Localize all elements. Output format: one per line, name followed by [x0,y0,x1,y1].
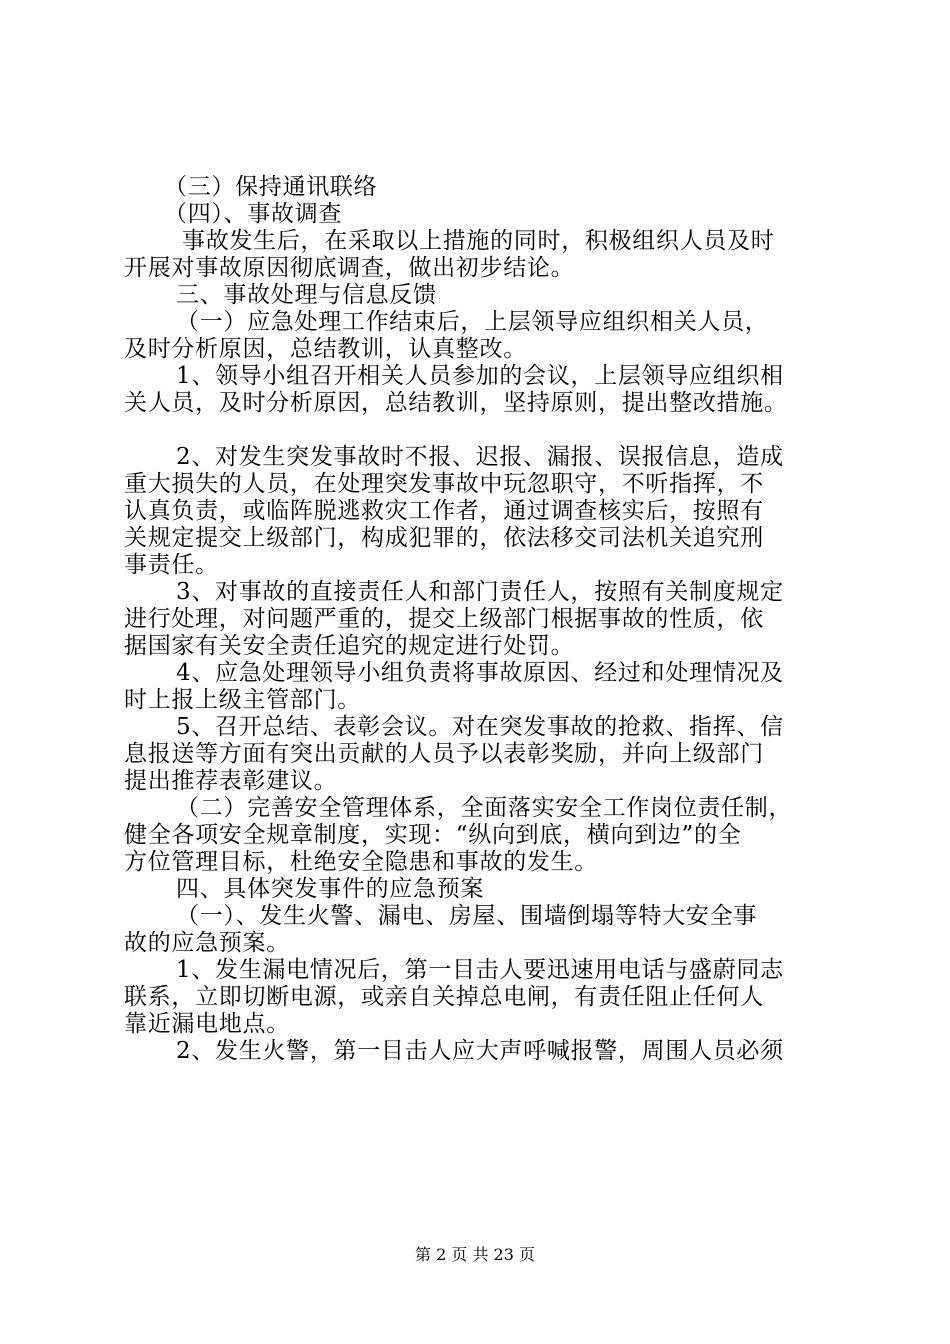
text-line: 联系，立即切断电源，或亲自关掉总电闸，有责任阻止任何人 [124,984,764,1010]
text-line: 健全各项安全规章制度，实现：“纵向到底，横向到边”的全 [124,822,742,848]
text-line: 5、召开总结、表彰会议。对在突发事故的抢救、指挥、信 [176,714,784,740]
text-line: 息报送等方面有突出贡献的人员予以表彰奖励，并向上级部门 [124,741,764,767]
text-line: 关人员，及时分析原因，总结教训，坚持原则，提出整改措施。 [124,390,788,416]
text-line: 靠近漏电地点。 [124,1011,290,1037]
text-line: 认真负责，或临阵脱逃救灾工作者，通过调查核实后，按照有 [124,498,764,524]
page-footer: 第 2 页 共 23 页 [415,1245,535,1264]
text-line: 据国家有关安全责任追究的规定进行处罚。 [124,633,575,659]
text-line: （四）、事故调查 [164,201,343,227]
text-line: 故的应急预案。 [124,930,290,956]
text-line: 时上报上级主管部门。 [124,687,361,713]
text-line: （一）应急处理工作结束后，上层领导应组织相关人员， [176,309,769,335]
blank-line [124,417,844,444]
text-line: 及时分析原因，总结教训，认真整改。 [124,336,527,362]
text-line: 2、发生火警，第一目击人应大声呼喊报警，周围人员必须 [176,1038,784,1064]
text-line: （二）完善安全管理体系，全面落实安全工作岗位责任制， [176,795,793,821]
text-line: 重大损失的人员，在处理突发事故中玩忽职守，不听指挥，不 [124,471,764,497]
text-line: 关规定提交上级部门，构成犯罪的，依法移交司法机关追究刑 [124,525,764,551]
text-line: 3、对事故的直接责任人和部门责任人，按照有关制度规定 [176,579,784,605]
text-line: 1、发生漏电情况后，第一目击人要迅速用电话与盛蔚同志 [176,957,784,983]
text-line: 4、应急处理领导小组负责将事故原因、经过和处理情况及 [176,660,784,686]
text-line: 方位管理目标，杜绝安全隐患和事故的发生。 [124,849,598,875]
text-line: 事责任。 [124,552,219,578]
text-line: 提出推荐表彰建议。 [124,768,338,794]
text-line: 2、对发生突发事故时不报、迟报、漏报、误报信息，造成 [176,444,784,470]
text-line: 事故发生后，在采取以上措施的同时，积极组织人员及时 [182,228,775,254]
text-line: 四、具体突发事件的应急预案 [176,876,485,902]
text-line: 1、领导小组召开相关人员参加的会议，上层领导应组织相 [176,363,784,389]
text-line: 三、事故处理与信息反馈 [176,282,437,308]
text-line: 进行处理，对问题严重的，提交上级部门根据事故的性质，依 [124,606,764,632]
text-line: 开展对事故原因彻底调查，做出初步结论。 [124,255,575,281]
text-line: （一）、发生火警、漏电、房屋、围墙倒塌等特大安全事 [176,903,757,929]
document-body [124,174,844,1065]
text-line: （三）保持通讯联络 [164,174,378,200]
